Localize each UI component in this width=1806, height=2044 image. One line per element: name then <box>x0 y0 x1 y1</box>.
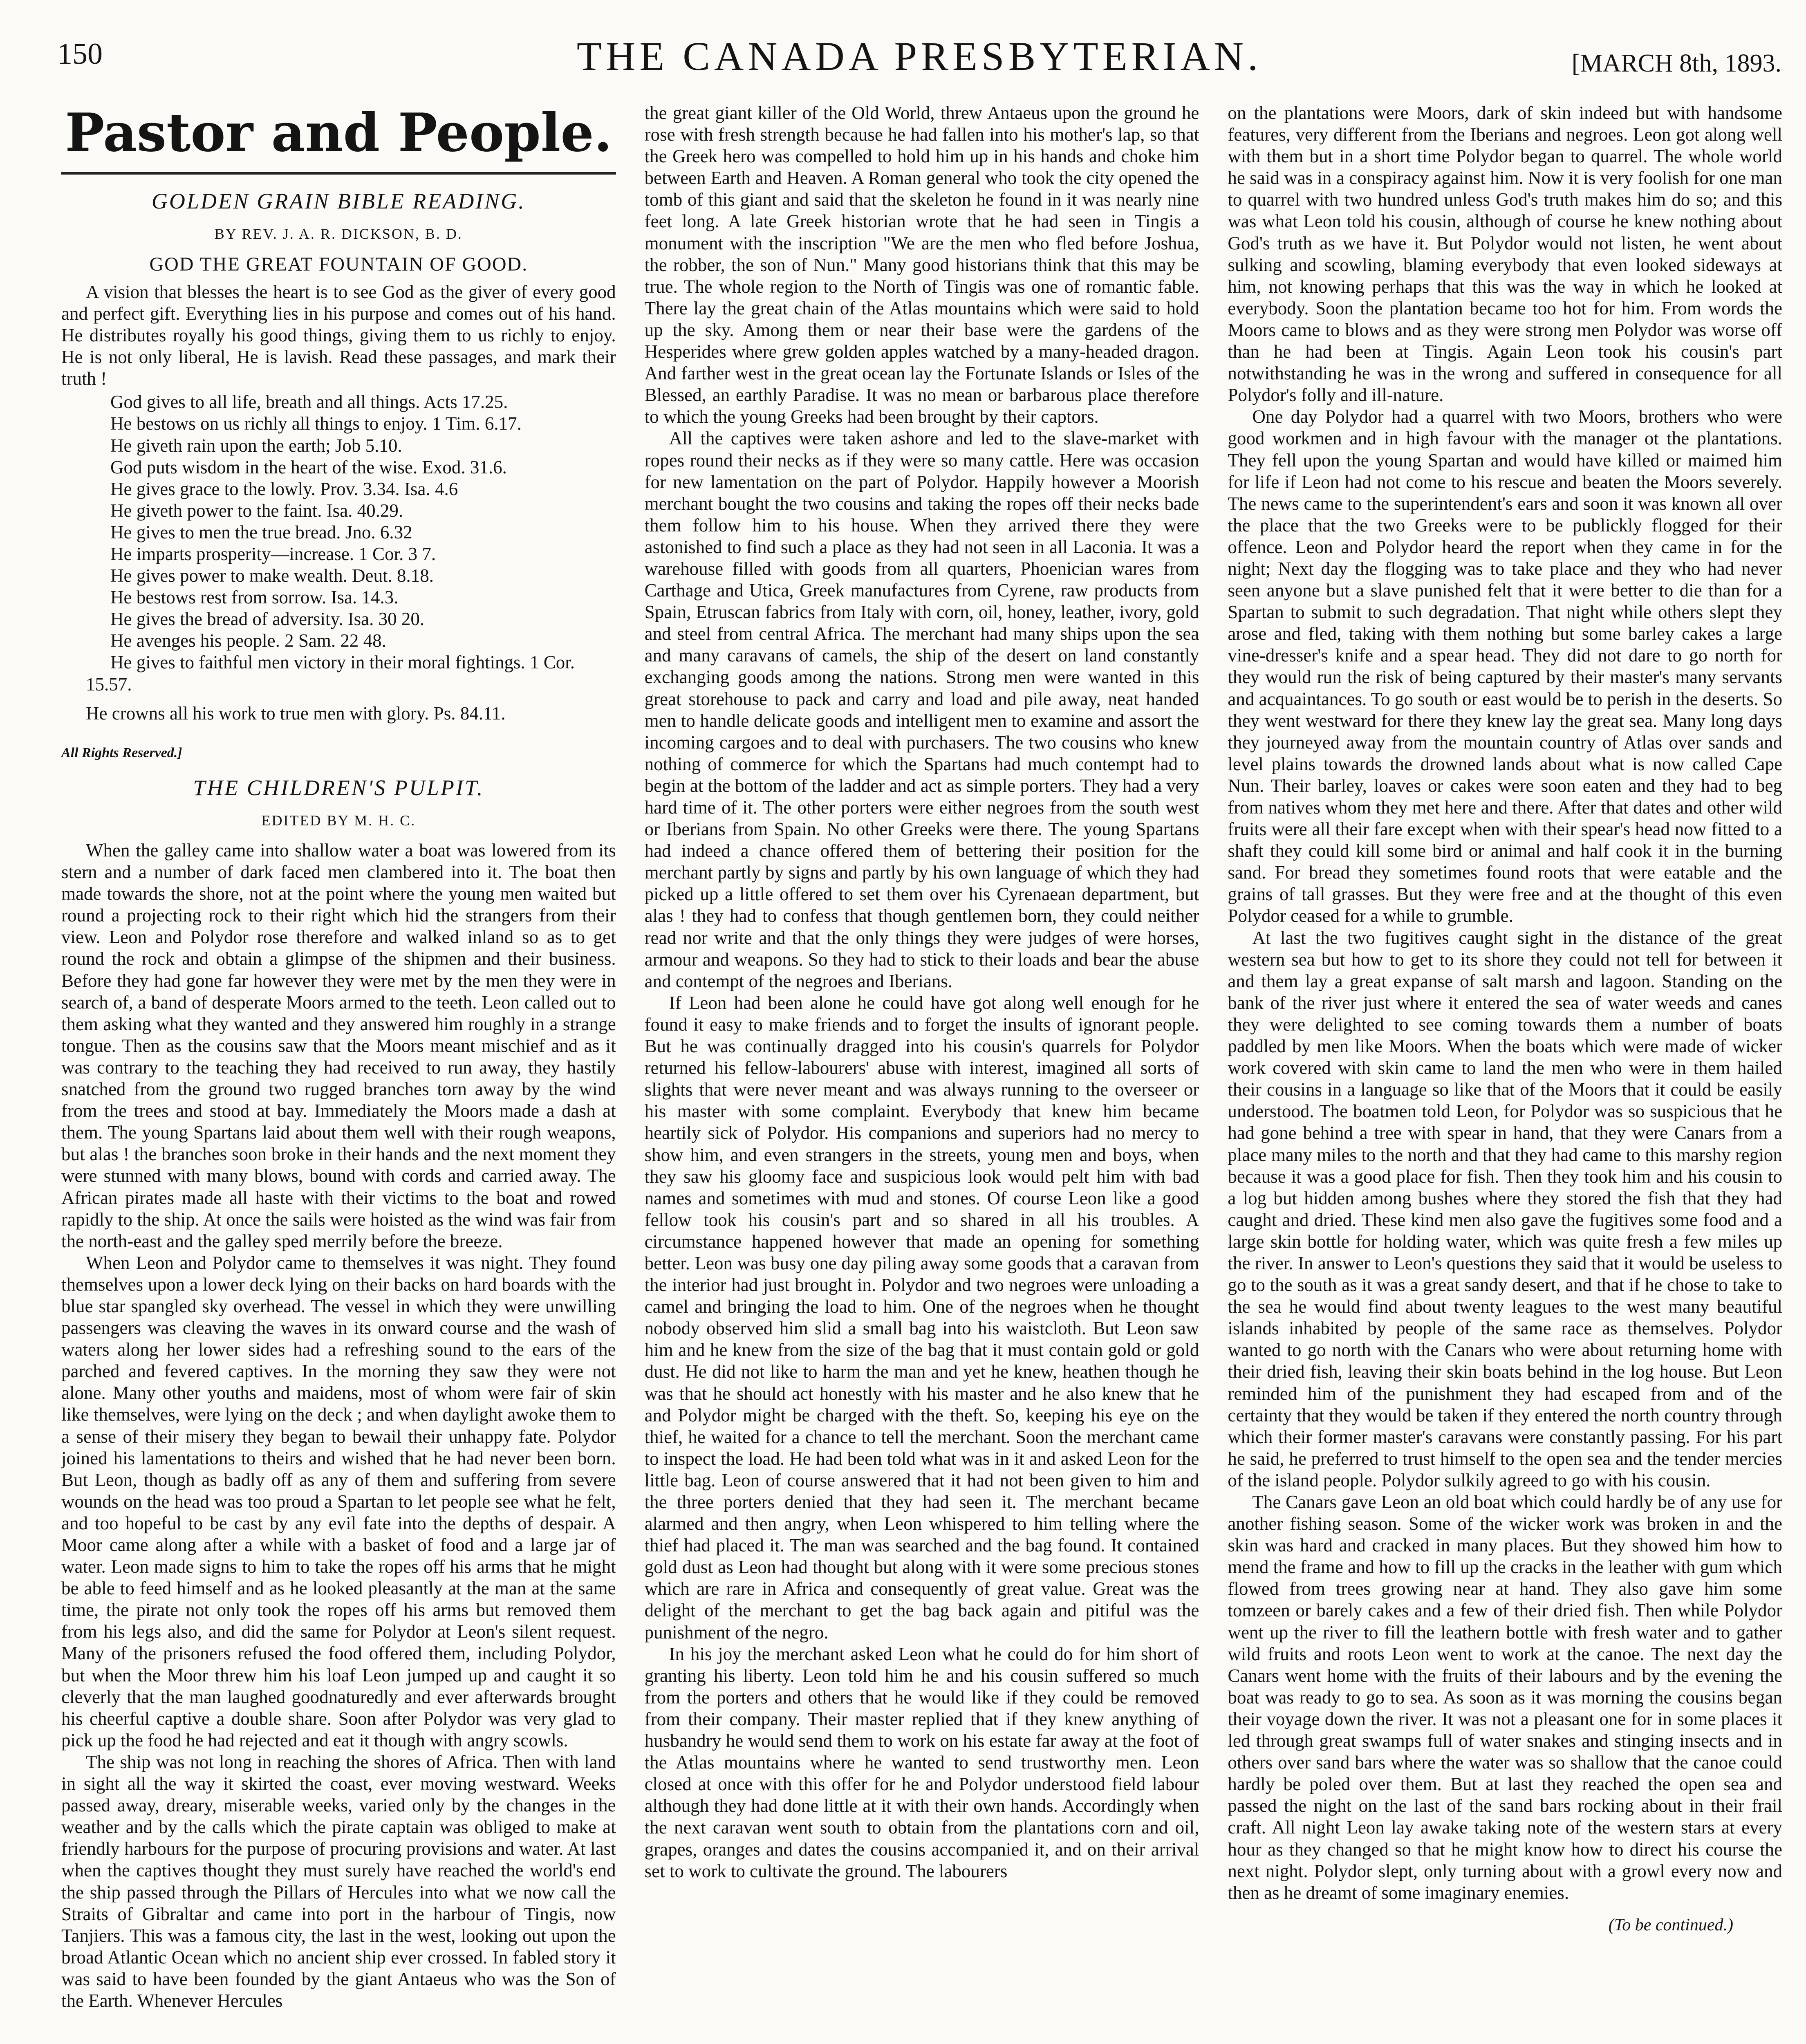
story-paragraph: All the captives were taken ashore and led to the slave-market with ropes round their necks as if they were so many cattle. Here was occasion for new lamentation on the part of Polydor. Happily however a Moorish merchant bought the two cousins and taking the ropes off their necks bade them follow him to his house. When they arrived there they were astonished to find such a place as they had not seen in all Laconia. It was a warehouse filled with goods from all quarters, Phoenician wares from Carthage and Utica, Greek manufactures from Cyrene, raw products from Spain, Etruscan fabrics from Italy with corn, oil, honey, leather, ivory, gold and steel from central Africa. The merchant had many ships upon the sea and many caravans of camels, the ship of the desert on land constantly exchanging goods among the nations. Strong men were wanted in this great storehouse to pack and carry and load and pile away, neat handed men to handle delicate goods and intelligent men to examine and assort the incoming cargoes and to deal with purchasers. The two cousins who knew nothing of commerce for which the Spartans had much contempt had to begin at the bottom of the ladder and act as simple porters. They had a very hard time of it. The other porters were either negroes from the south west or Iberians from Spain. No other Greeks were there. The young Spartans had indeed a chance offered them of bettering their position for the merchant partly by signs and partly by his own language of which they had picked up a little offered to set them over his Cyrenaean department, but alas ! they had to confess that though gentlemen born, they could neither read nor write and that the only things they were judges of were horses, armour and weapons. So they had to stick to their loads and bear the abuse and contempt of the negroes and Iberians. <box>644 428 1199 991</box>
story-paragraph: on the plantations were Moors, dark of skin indeed but with handsome features, very different from the Iberians and negroes. Leon got along well with them but in a short time Polydor began to quarrel. The whole world he said was in a conspiracy against him. Now it is very foolish for one man to quarrel with two hundred unless God's truth makes him do so; and this was what Leon told his cousin, although of course he knew nothing about God's truth as we have it. But Polydor would not listen, he went about sulking and scowling, blaming everybody that even looked sideways at him, not knowing perhaps that this was the way in which he looked at everybody. Soon the plantation became too hot for him. From words the Moors came to blows and as they were strong men Polydor was worse off than he had been at Tingis. Again Leon took his cousin's part notwithstanding he was in the wrong and suffered in consequence for all Polydor's folly and ill-nature. <box>1228 103 1783 406</box>
scripture-ref: He gives to men the true bread. Jno. 6.32 <box>110 522 412 542</box>
scripture-ref: He giveth rain upon the earth; Job 5.10. <box>110 435 402 456</box>
scripture-ref: He bestows rest from sorrow. Isa. 14.3. <box>110 587 399 608</box>
paper-title: THE CANADA PRESBYTERIAN. <box>576 34 1262 79</box>
story-paragraph: When Leon and Polydor came to themselves it was night. They found themselves upon a lower deck lying on their backs on hard boards with the blue star spangled sky overhead. The vessel in which they were unwilling passengers was cleaving the waves in its onward course and the wash of waters along her lower sides had a refreshing sound to the ears of the parched and fevered captives. In the morning they saw they were not alone. Many other youths and maidens, most of whom were fair of skin like themselves, were lying on the deck ; and when daylight awoke them to a sense of their misery they began to bewail their unhappy fate. Polydor joined his lamentations to theirs and wished that he had never been born. But Leon, though as badly off as any of them and suffering from severe wounds on the head was too proud a Spartan to let people see what he felt, and too hopeful to be cast by any evil fate into the depths of despair. A Moor came along after a while with a basket of food and a large jar of water. Leon made signs to him to take the ropes off his arms that he might be able to feed himself and as he looked pleasantly at the man at the same time, the pirate not only took the ropes off his arms but removed them from his legs also, and did the same for Polydor at Leon's silent request. Many of the prisoners refused the food offered them, including Polydor, but when the Moor threw him his loaf Leon jumped up and caught it so cleverly that the man laughed goodnaturedly and ever afterwards brought his cheerful captive a double share. Soon after Polydor was very glad to pick up the food he had rejected and eat it though with angry scowls. <box>61 1252 616 1750</box>
columns <box>61 102 1782 2044</box>
scripture-ref: He gives grace to the lowly. Prov. 3.34. Isa. 4.6 <box>110 478 458 499</box>
scripture-list <box>61 391 616 695</box>
bible-reading-byline: BY REV. J. A. R. DICKSON, B. D. <box>214 225 463 242</box>
issue-date: [MARCH 8th, 1893. <box>1571 49 1781 77</box>
column-1 <box>61 102 616 2044</box>
story-paragraph: If Leon had been alone he could have got along well enough for he found it easy to make friends and to forget the insults of ignorant people. But he was continually dragged into his cousin's quarrels for Polydor returned his fellow-labourers' abuse with interest, imagined all sorts of slights that were never meant and was always running to the overseer or his master with some complaint. Everybody that knew him became heartily sick of Polydor. His companions and superiors had no mercy to show him, and even strangers in the streets, young men and boys, when they saw his gloomy face and suspicious look would pelt him with bad names and sometimes with mud and stones. Of course Leon like a good fellow took his cousin's part and so shared in all his troubles. A circumstance happened however that made an opening for something better. Leon was busy one day piling away some goods that a caravan from the interior had just brought in. Polydor and two negroes were unloading a camel and bringing the load to him. One of the negroes when he thought nobody observed him slid a small bag into his waistcloth. But Leon saw him and he knew from the size of the bag that it must contain gold or gold dust. He did not like to harm the man and yet he knew, heathen though he was that he should act honestly with his master and he also knew that he and Polydor might be charged with the theft. So, keeping his eye on the thief, he waited for a chance to tell the merchant. Soon the merchant came to inspect the load. He had been told what was in it and asked Leon for the little bag. Leon of course answered that it had not been given to him and the three porters denied that they had seen it. The merchant became alarmed and then angry, when Leon whispered to him telling where the thief had placed it. The man was searched and the bag found. It contained gold dust as Leon had thought but along with it were some precious stones which are rare in Africa and consequently of great value. Great was the delight of the merchant to get the bag back again and pitiful was the punishment of the negro. <box>644 992 1199 1643</box>
scripture-ref: He gives the bread of adversity. Isa. 30 20. <box>110 609 425 630</box>
page-number: 150 <box>57 37 103 71</box>
scripture-ref: He gives power to make wealth. Deut. 8.18. <box>110 565 434 586</box>
story-paragraph: the great giant killer of the Old World, threw Antaeus upon the ground he rose with fresh strength because he had fallen into his mother's lap, so that the Greek hero was compelled to hold him up in his hands and choke him between Earth and Heaven. A Roman general who took the city opened the tomb of this giant and said that the skeleton he found in it was nearly nine feet long. A late Greek historian wrote that he had seen in Tingis a monument with the inscription "We are the men who fled before Joshua, the robber, the son of Nun." Many good historians think that this may be true. The whole region to the North of Tingis was one of romantic fable. There lay the great chain of the Atlas mountains which were said to hold up the sky. Among them or near their base were the gardens of the Hesperides where grew golden apples watched by a many-headed dragon. And farther west in the great ocean lay the Fortunate Islands or Isles of the Blessed, an earthly Paradise. It was no mean or barbarous place therefore to which the young Greeks had been brought by their captors. <box>644 103 1199 427</box>
bible-reading-title: GOLDEN GRAIN BIBLE READING. <box>151 189 526 214</box>
column-2 <box>645 102 1199 2044</box>
scripture-ref: He giveth power to the faint. Isa. 40.29. <box>110 500 403 521</box>
column-3 <box>1228 102 1782 2044</box>
story-paragraph: At last the two fugitives caught sight in the distance of the great western sea but how to get to its shore they could not tell for between it and them lay a great expanse of salt marsh and lagoon. Standing on the bank of the river just where it entered the sea of water weeds and canes they were delighted to see coming towards them a number of boats paddled by men like Moors. When the boats which were made of wicker work covered with skin came to land the men who were in them hailed their cousins in a language so like that of the Moors that it could be easily understood. The boatmen told Leon, for Polydor was so suspicious that he had gone behind a tree with spear in hand, that they were Canars from a place many miles to the north and that they had came to this marshy region because it was a good place for fish. Then they took him and his cousin to a log but hidden among bushes where they stored the fish that they had caught and dried. These kind men also gave the fugitives some food and a large skin bottle for holding water, which was quite fresh a few miles up the river. In answer to Leon's questions they said that it would be useless to go to the south as it was a great sandy desert, and that if he chose to take to the sea he would find about twenty leagues to the west many beautiful islands inhabited by people of the same race as themselves. Polydor wanted to go north with the Canars who were about returning home with their dried fish, leaving their skin boats behind in the log house. But Leon reminded him of the punishment they had escaped from and of the certainty that they would be taken if they entered the north country through which their former master's caravans were constantly passing. For his part he said, he preferred to trust himself to the open sea and the tender mercies of the island people. Polydor sulkily agreed to go with his cousin. <box>1228 927 1783 1490</box>
bible-reading-subtitle: GOD THE GREAT FOUNTAIN OF GOOD. <box>149 253 528 276</box>
story-paragraph: When the galley came into shallow water a boat was lowered from its stern and a number of dark faced men clambered into it. The boat then made towards the shore, not at the point where the young men waited but round a projecting rock to their right which hid the strangers from their view. Leon and Polydor rose therefore and walked inland so as to get round the rock and obtain a glimpse of the shipmen and their business. Before they had gone far however they were met by the men they were in search of, a band of desperate Moors armed to the teeth. Leon called out to them asking what they wanted and they answered him roughly in a strange tongue. Then as the cousins saw that the Moors meant mischief and as it was contrary to the teaching they had received to run away, they hastily snatched from the ground two rugged branches torn away by the wind from the trees and stood at bay. Immediately the Moors made a dash at them. The young Spartans laid about them well with their rough weapons, but alas ! the branches soon broke in their hands and the next moment they were stunned with many blows, bound with cords and carried away. The African pirates made all haste with their victims to the boat and rowed rapidly to the ship. At once the sails were hoisted as the wind was fair from the north-east and the galley sped merrily before the breeze. <box>61 840 616 1251</box>
story-paragraph: In his joy the merchant asked Leon what he could do for him short of granting his liberty. Leon told him he and his cousin suffered so much from the porters and others that he would like if they could be removed from their company. Their master replied that if they knew anything of husbandry he would send them to work on his estate far away at the foot of the Atlas mountains where he wanted to send trustworthy men. Leon closed at once with this offer for he and Polydor understood field labour although they had done little at it with their own hands. Accordingly when the next caravan went south to obtain from the plantations corn and oil, grapes, oranges and dates the cousins accompanied it, and on their arrival set to work to cultivate the ground. The labourers <box>644 1643 1199 1881</box>
pulpit-byline: EDITED BY M. H. C. <box>261 812 416 829</box>
scripture-ref: God gives to all life, breath and all things. Acts 17.25. <box>110 392 508 412</box>
pulpit-title: THE CHILDREN'S PULPIT. <box>193 775 484 800</box>
scripture-ref: He avenges his people. 2 Sam. 22 48. <box>110 630 386 651</box>
story-paragraph: The ship was not long in reaching the shores of Africa. Then with land in sight all the way it skirted the coast, ever moving westward. Weeks passed away, dreary, miserable weeks, varied only by the changes in the weather and by the calls which the pirate captain was obliged to make at friendly harbours for the purpose of procuring provisions and water. At last when the captives thought they must surely have reached the world's end the ship passed through the Pillars of Hercules into what we now call the Straits of Gibraltar and came into port in the harbour of Tingis, now Tanjiers. This was a famous city, the last in the west, looking out upon the broad Atlantic Ocean which no ancient ship ever crossed. In fabled story it was said to have been founded by the giant Antaeus who was the Son of the Earth. Whenever Hercules <box>61 1751 616 2011</box>
section-title: Pastor and People. <box>61 102 616 175</box>
bible-reading-closing: He crowns all his work to true men with glory. Ps. 84.11. <box>86 703 506 724</box>
scripture-ref: He imparts prosperity—increase. 1 Cor. 3 7. <box>110 543 436 564</box>
continued-note: (To be continued.) <box>1608 1915 1734 1934</box>
scripture-ref: He bestows on us richly all things to enjoy. 1 Tim. 6.17. <box>110 413 522 434</box>
story-paragraph: One day Polydor had a quarrel with two Moors, brothers who were good workmen and in high favour with the manager ot the plantations. They fell upon the young Spartan and would have killed or maimed him for life if Leon had not come to his rescue and beaten the Moors severely. The news came to the superintendent's ears and soon it was known all over the place that the two Greeks were to be publickly flogged for their offence. Leon and Polydor heard the report when they came in for the night; Next day the flogging was to take place and they who had never seen anyone but a slave punished felt that it were better to die than for a Spartan to submit to such degradation. That night while others slept they arose and fled, taking with them nothing but some barley cakes a large vine-dresser's knife and a spear head. They did not dare to go north for they would run the risk of being captured by their master's many servants and acquaintances. To go south or east would be to perish in the deserts. So they went westward for there they knew lay the great sea. Many long days they journeyed away from the mountain country of Atlas over sands and level plains towards the drowned lands about what is now called Cape Nun. Their barley, loaves or cakes were soon eaten and they had to beg from natives whom they met here and there. After that dates and other wild fruits were all their fare except when with their spear's head now fitted to a shaft they could kill some bird or animal and half cook it in the burning sand. For bread they sometimes found roots that were eatable and the grains of tall grasses. But they were free and at the thought of this even Polydor ceased for a while to grumble. <box>1228 406 1783 926</box>
masthead <box>57 25 1781 90</box>
bible-reading-intro: A vision that blesses the heart is to see God as the giver of every good and perfect gift. Everything lies in his purpose and comes out of his hand. He distributes royally his good things, giving them to us richly to enjoy. He is not only liberal, He is lavish. Read these passages, and mark their truth ! <box>61 281 616 389</box>
scripture-ref: He gives to faithful men victory in their moral fightings. 1 Cor. 15.57. <box>86 652 575 695</box>
rights-notice: All Rights Reserved.] <box>61 745 182 760</box>
scripture-ref: God puts wisdom in the heart of the wise. Exod. 31.6. <box>110 457 507 477</box>
story-paragraph: The Canars gave Leon an old boat which could hardly be of any use for another fishing season. Some of the wicker work was broken in and the skin was hard and cracked in many places. But they showed him how to mend the frame and how to fill up the cracks in the leather with gum which flowed from trees growing near at hand. They also gave him some tomzeen or barely cakes and a few of their dried fish. Then while Polydor went up the river to fill the leathern bottle with fresh water and to gather wild fruits and roots Leon went to work at the canoe. The next day the Canars went home with the fruits of their labours and by the evening the boat was ready to go to sea. As soon as it was morning the cousins began their voyage down the river. It was not a pleasant one for in some places it led through great swamps full of water snakes and stinging insects and in others over sand bars where the water was so shallow that the canoe could hardly be poled over them. But at last they reached the open sea and passed the night on the last of the sand bars rocking about in their frail craft. All night Leon lay awake taking note of the western stars at every hour as they changed so that he might know how to direct his course the next night. Polydor slept, only turning about with a growl every now and then as he dreamt of some imaginary enemies. <box>1228 1492 1783 1903</box>
